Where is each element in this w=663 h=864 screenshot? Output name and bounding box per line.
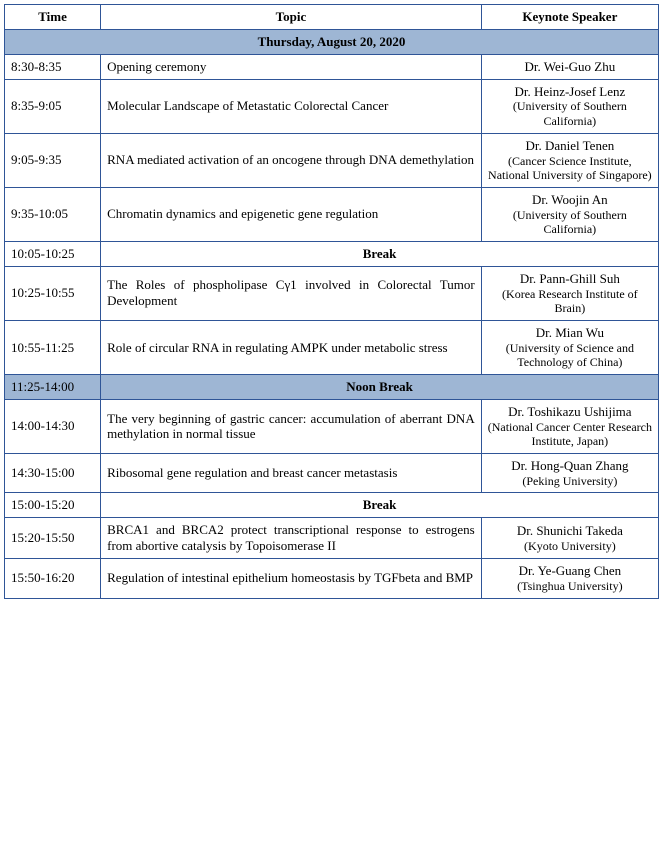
speaker-affiliation: (National Cancer Center Research Institute, Japan): [487, 419, 652, 449]
speaker-affiliation: (Korea Research Institute of Brain): [502, 286, 638, 316]
row-topic: Regulation of intestinal epithelium homeostasis by TGFbeta and BMP: [101, 559, 482, 598]
table-row: [5, 518, 659, 559]
table-row: [5, 187, 659, 241]
speaker-affiliation: (Peking University): [522, 473, 618, 488]
break-label: Break: [101, 493, 659, 518]
row-time: 8:30-8:35: [5, 54, 101, 79]
speaker-name: Dr. Daniel Tenen: [525, 137, 615, 153]
section-header-date: Thursday, August 20, 2020: [5, 29, 659, 54]
table-row: [5, 399, 659, 453]
speaker-name: Dr. Toshikazu Ushijima: [508, 403, 632, 419]
speaker-name: Dr. Mian Wu: [535, 324, 604, 340]
conference-schedule-table: [4, 4, 659, 599]
row-speaker: [481, 187, 658, 241]
table-row: [5, 133, 659, 187]
row-speaker: [481, 559, 658, 598]
column-header-speaker: Keynote Speaker: [481, 5, 658, 30]
section-header-row: [5, 29, 659, 54]
row-time: 9:05-9:35: [5, 133, 101, 187]
break-label: Break: [101, 241, 659, 266]
table-row: [5, 79, 659, 133]
row-time: 15:20-15:50: [5, 518, 101, 559]
table-body: [5, 29, 659, 598]
row-time: 15:00-15:20: [5, 493, 101, 518]
row-speaker: [481, 399, 658, 453]
table-header: [5, 5, 659, 30]
row-speaker: [481, 518, 658, 559]
noon-break-row: [5, 374, 659, 399]
row-speaker: [481, 133, 658, 187]
row-time: 14:00-14:30: [5, 399, 101, 453]
row-time: 11:25-14:00: [5, 374, 101, 399]
column-header-topic: Topic: [101, 5, 482, 30]
noon-break-label: Noon Break: [101, 374, 659, 399]
speaker-name: Dr. Hong-Quan Zhang: [511, 457, 629, 473]
header-row: [5, 5, 659, 30]
table-row: [5, 54, 659, 79]
row-topic: The Roles of phospholipase Cγ1 involved in Colorectal Tumor Development: [101, 266, 482, 320]
speaker-name: Dr. Pann-Ghill Suh: [519, 270, 620, 286]
table-row: [5, 453, 659, 492]
row-topic: BRCA1 and BRCA2 protect transcriptional response to estrogens from abortive catalysis by Topoisomerase II: [101, 518, 482, 559]
row-topic: RNA mediated activation of an oncogene through DNA demethylation: [101, 133, 482, 187]
speaker-name: Dr. Wei-Guo Zhu: [524, 58, 616, 74]
row-time: 14:30-15:00: [5, 453, 101, 492]
speaker-affiliation: (Tsinghua University): [517, 578, 623, 593]
row-speaker: [481, 54, 658, 79]
row-speaker: [481, 266, 658, 320]
row-time: 10:05-10:25: [5, 241, 101, 266]
speaker-affiliation: (University of Science and Technology of China): [505, 340, 634, 370]
speaker-affiliation: (Kyoto University): [524, 538, 616, 553]
row-time: 9:35-10:05: [5, 187, 101, 241]
row-time: 10:25-10:55: [5, 266, 101, 320]
row-time: 15:50-16:20: [5, 559, 101, 598]
break-row: [5, 241, 659, 266]
table-row: [5, 320, 659, 374]
row-topic: Ribosomal gene regulation and breast cancer metastasis: [101, 453, 482, 492]
row-speaker: [481, 79, 658, 133]
table-row: [5, 266, 659, 320]
row-speaker: [481, 453, 658, 492]
row-speaker: [481, 320, 658, 374]
row-topic: The very beginning of gastric cancer: accumulation of aberrant DNA methylation in normal tissue: [101, 399, 482, 453]
speaker-name: Dr. Heinz-Josef Lenz: [514, 83, 626, 99]
row-topic: Chromatin dynamics and epigenetic gene regulation: [101, 187, 482, 241]
row-time: 10:55-11:25: [5, 320, 101, 374]
speaker-name: Dr. Woojin An: [532, 191, 608, 207]
speaker-affiliation: (University of Southern California): [512, 99, 627, 129]
table-row: [5, 559, 659, 598]
column-header-time: Time: [5, 5, 101, 30]
row-time: 8:35-9:05: [5, 79, 101, 133]
row-topic: Role of circular RNA in regulating AMPK under metabolic stress: [101, 320, 482, 374]
speaker-affiliation: (University of Southern California): [512, 207, 627, 237]
break-row: [5, 493, 659, 518]
speaker-name: Dr. Ye-Guang Chen: [518, 563, 622, 579]
speaker-affiliation: (Cancer Science Institute, National University of Singapore): [488, 153, 652, 183]
speaker-name: Dr. Shunichi Takeda: [516, 522, 623, 538]
row-topic: Opening ceremony: [101, 54, 482, 79]
row-topic: Molecular Landscape of Metastatic Colorectal Cancer: [101, 79, 482, 133]
